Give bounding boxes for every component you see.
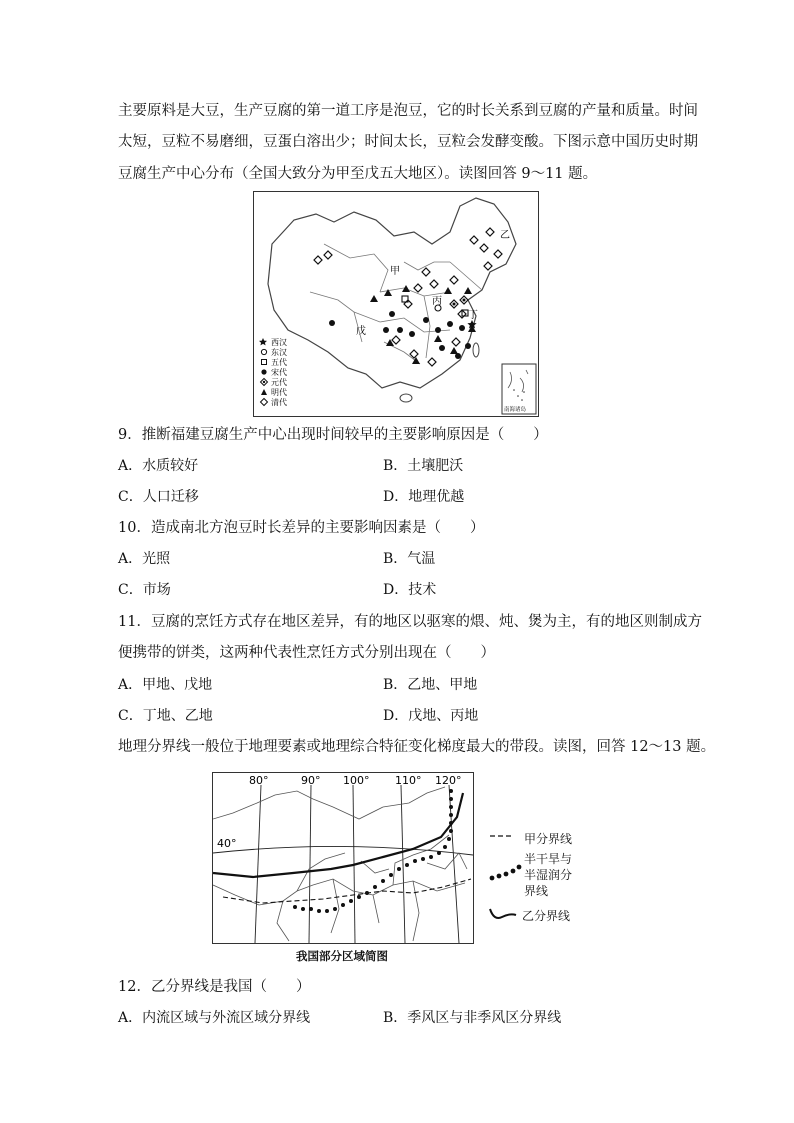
q11-stem-line-2: 便携带的饼类，这两种代表性烹饪方式分别出现在（ ）	[118, 645, 495, 661]
intro2-text: 地理分界线一般位于地理要素或地理综合特征变化梯度最大的带段。读图，回答 12～13 题。	[118, 739, 716, 755]
legend-triangle-icon	[261, 389, 267, 395]
legend-label-5: 元代	[271, 378, 287, 387]
legend-yi-label: 乙分界线	[522, 909, 571, 923]
marker-group-yuan	[450, 296, 468, 308]
q10-option-d: D．技术	[383, 582, 437, 598]
q12-stem: 12．乙分界线是我国（ ）	[118, 979, 311, 995]
legend-dotted-label-line-3: 界线	[524, 884, 549, 898]
lon-label-120: 120°	[435, 774, 462, 787]
q10-option-c: C．市场	[118, 582, 171, 598]
region-label-ding: 丁	[468, 310, 478, 321]
legend-label-4: 宋代	[271, 368, 287, 377]
legend-dotted-icon	[488, 862, 522, 884]
legend-filled-circle-icon	[261, 369, 266, 374]
inset-label: 南海诸岛	[504, 407, 527, 413]
intro-line-1: 主要原料是大豆，生产豆腐的第一道工序是泡豆，它的时长关系到豆腐的产量和质量。时间	[118, 103, 698, 119]
region-label-bing: 丙	[432, 296, 442, 307]
q11-option-d: D．戊地、丙地	[383, 708, 479, 724]
legend-open-circle-icon	[261, 349, 266, 354]
lon-label-110: 110°	[395, 774, 422, 787]
q10-stem: 10．造成南北方泡豆时长差异的主要影响因素是（ ）	[118, 520, 485, 536]
legend-square-icon	[262, 360, 267, 365]
south-china-sea-inset	[502, 364, 536, 414]
map1-legend	[259, 338, 287, 407]
q9-stem: 9．推断福建豆腐生产中心出现时间较早的主要影响原因是（ ）	[118, 427, 548, 443]
tofu-center-map	[253, 191, 539, 417]
legend-solid-icon	[488, 905, 518, 923]
q11-option-c: C．丁地、乙地	[118, 708, 213, 724]
q12-option-b: B．季风区与非季风区分界线	[383, 1010, 562, 1026]
legend-dotted-label-line-1: 半干旱与	[524, 852, 573, 866]
legend-star-icon	[259, 338, 267, 345]
boundary-map	[212, 772, 474, 944]
legend-dotted-label-line-2: 半湿润分	[524, 868, 573, 882]
q9-option-c: C．人口迁移	[118, 489, 199, 505]
lat-label-40: 40°	[217, 837, 237, 850]
marker-group-ming	[370, 285, 476, 364]
region-label-yi: 乙	[500, 230, 510, 241]
legend-dashed-icon	[488, 829, 514, 843]
intro-line-3: 豆腐生产中心分布（全国大致分为甲至戊五大地区）。读图回答 9～11 题。	[118, 166, 598, 182]
tofu-map-svg	[254, 192, 538, 416]
q11-option-b: B．乙地、甲地	[383, 677, 478, 693]
lon-label-80: 80°	[249, 774, 269, 787]
q9-option-a: A．水质较好	[118, 458, 199, 474]
q10-option-b: B．气温	[383, 551, 436, 567]
q12-option-a: A．内流区域与外流区域分界线	[118, 1010, 311, 1026]
legend-label-3: 五代	[271, 358, 287, 367]
legend-dotted-label	[524, 851, 572, 899]
legend-label-6: 明代	[271, 388, 287, 397]
region-label-wu: 戊	[356, 326, 366, 337]
china-outline	[268, 198, 516, 388]
marker-group-song	[329, 311, 471, 359]
legend-label-7: 清代	[271, 398, 287, 407]
intro-line-2: 太短，豆粒不易磨细，豆蛋白溶出少；时间太长，豆粒会发酵变酸。下图示意中国历史时期	[118, 134, 698, 150]
q11-stem-line-1: 11．豆腐的烹饪方式存在地区差异，有的地区以驱寒的煨、炖、煲为主，有的地区则制成方	[118, 614, 702, 630]
lon-label-100: 100°	[343, 774, 370, 787]
legend-jia-label: 甲分界线	[524, 832, 573, 846]
lon-label-90: 90°	[301, 774, 321, 787]
region-label-jia: 甲	[390, 266, 400, 277]
legend-label-2: 东汉	[271, 348, 287, 357]
q11-option-a: A．甲地、戊地	[118, 677, 213, 693]
q9-option-d: D．地理优越	[383, 489, 465, 505]
jia-boundary-line	[223, 879, 471, 903]
legend-label-1: 西汉	[271, 338, 287, 347]
boundary-map-svg	[213, 773, 473, 943]
q10-option-a: A．光照	[118, 551, 171, 567]
legend-diamond-icon	[261, 399, 268, 406]
boundary-map-caption: 我国部分区域简图	[296, 949, 388, 963]
q9-option-b: B．土壤肥沃	[383, 458, 464, 474]
semi-arid-boundary-dots	[293, 789, 453, 913]
